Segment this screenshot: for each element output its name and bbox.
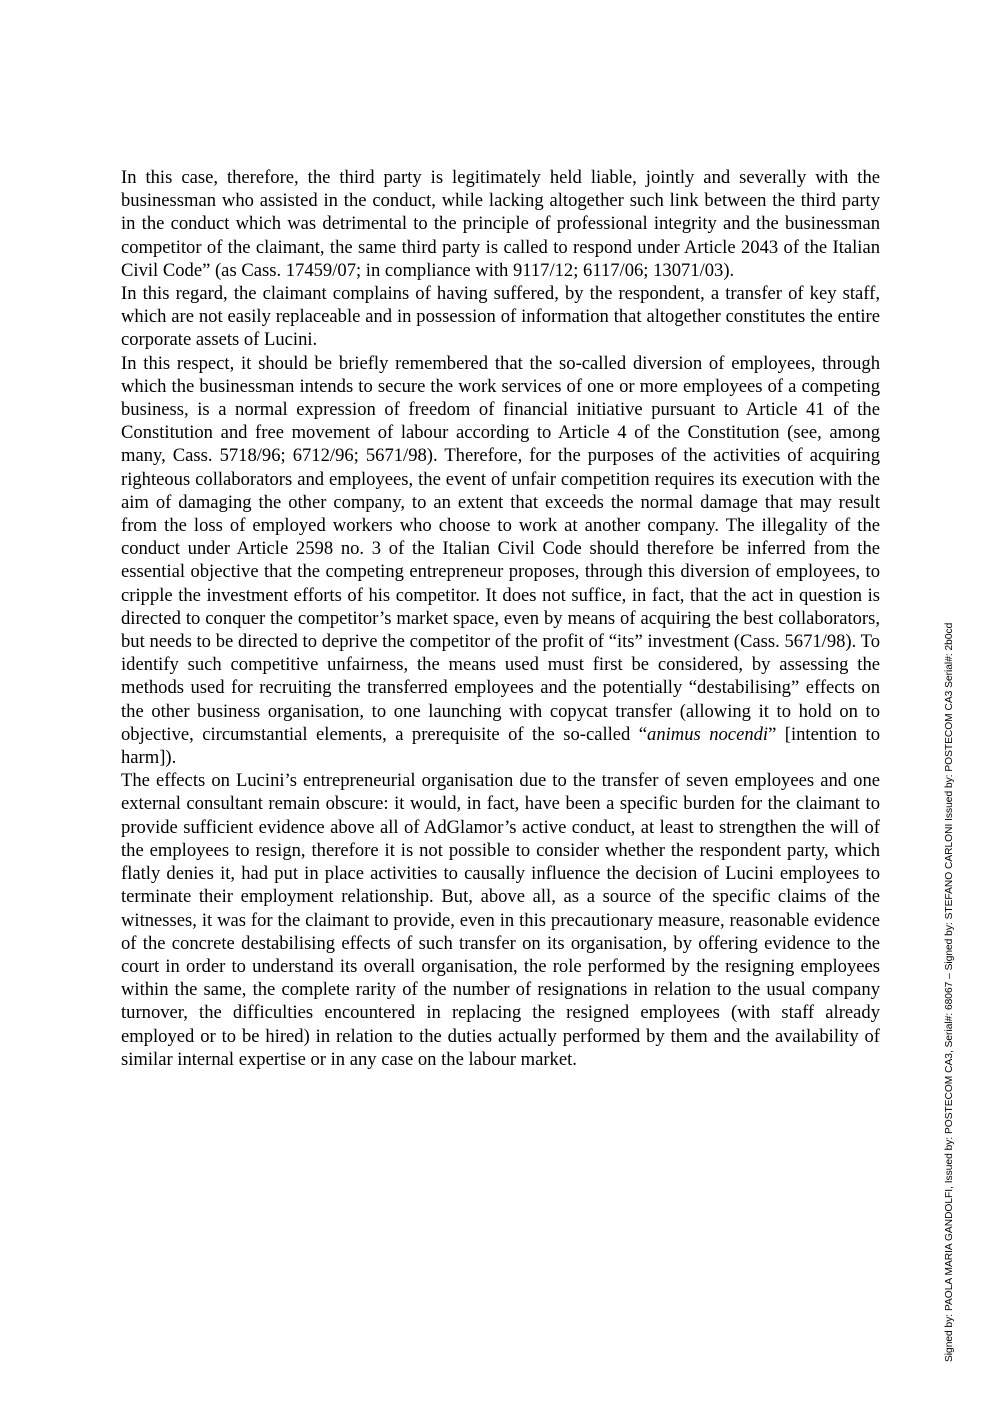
italic-term-animus-nocendi: animus nocendi [647, 723, 769, 745]
paragraph-claimant-complaint: In this regard, the claimant complains of having suffered, by the respondent, a transfer of key staff, which are not easily replaceable and in possession of information that altogether constitutes the entire corporate assets of Lucini. [121, 283, 880, 351]
paragraph-text-start: In this respect, it should be briefly remembered that the so-called diversion of employees, through which the businessman intends to secure the work services of one or more employees of a competing business, is a normal expression of freedom of financial initiative pursuant to Article 41 of the Constitution and free movement of labour according to Article 4 of the Constitution (see, among many, Cass. 5718/96; 6712/96; 5671/98). Therefore, for the purposes of the activities of acquiring righteous collaborators and employees, the event of unfair competition requires its execution with the aim of damaging the other company, to an extent that exceeds the normal damage that may result from the loss of employed workers who choose to work at another company. The illegality of the conduct under Article 2598 no. 3 of the Italian Civil Code should therefore be inferred from the essential objective that the competing entrepreneur proposes, through this diversion of employees, to cripple the investment efforts of his competitor. It does not suffice, in fact, that the act in question is directed to conquer the competitor’s market space, even by means of acquiring the best collaborators, but needs to be directed to deprive the competitor of the profit of “its” investment (Cass. 5671/98). To identify such competitive unfairness, the means used must first be considered, by assessing the methods used for recruiting the transferred employees and the potentially “destabilising” effects on the other business organisation, to one launching with copycat transfer (allowing it to hold on to objective, circumstantial elements, a prerequisite of the so-called “ [121, 352, 880, 745]
paragraph-third-party-liability: In this case, therefore, the third party is legitimately held liable, jointly and severally with the businessman who assisted in the conduct, while lacking altogether such link between the third party in the conduct which was detrimental to the principle of professional integrity and the businessman competitor of the claimant, the same third party is called to respond under Article 2043 of the Italian Civil Code” (as Cass. 17459/07; in compliance with 9117/12; 6117/06; 13071/03). [121, 167, 880, 281]
margin-signature-text: Signed by: PAOLA MARIA GANDOLFI, Issued by: POSTECOM CA3, Serial#: 68067 – Signed by: STEFANO CARLONI Issued by: POSTECOM CA3 Serial#: 2b0cd [944, 622, 955, 1362]
document-body [121, 166, 880, 1071]
paragraph-effects-on-organisation: The effects on Lucini’s entrepreneurial organisation due to the transfer of seven employees and one external consultant remain obscure: it would, in fact, have been a specific burden for the claimant to provide sufficient evidence above all of AdGlamor’s active conduct, at least to strengthen the will of the employees to resign, therefore it is not possible to consider whether the respondent party, which flatly denies it, had put in place activities to causally influence the decision of Lucini employees to terminate their employment relationship. But, above all, as a source of the specific claims of the witnesses, it was for the claimant to provide, even in this precautionary measure, reasonable evidence of the concrete destabilising effects of such transfer on its organisation, by offering evidence to the court in order to understand its overall organisation, the role performed by the resigning employees within the same, the complete rarity of the number of resignations in relation to the usual company turnover, the difficulties encountered in replacing the resigned employees (with staff already employed or to be hired) in relation to the duties actually performed by them and the availability of similar internal expertise or in any case on the labour market. [121, 770, 880, 1070]
paragraph-diversion-of-employees [121, 352, 880, 770]
paragraph-text-end: ” [intention to harm]). [121, 723, 880, 769]
